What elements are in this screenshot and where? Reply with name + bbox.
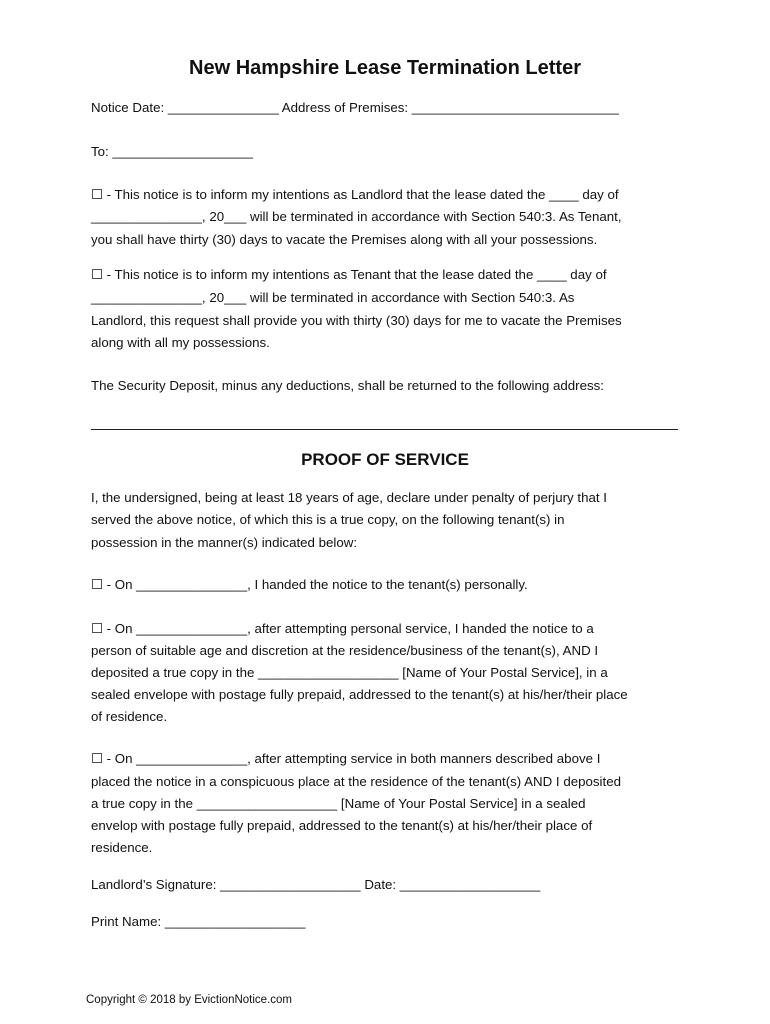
service-option-personal-line: ☐ - On _______________, I handed the notice to the tenant(s) personally. — [91, 577, 528, 592]
tenant-option-line: _______________, 20___ will be terminated in accordance with Section 540:3. As — [91, 290, 575, 305]
proof-of-service-heading: PROOF OF SERVICE — [301, 450, 469, 469]
service-option-posting-line: envelop with postage fully prepaid, addressed to the tenant(s) at his/her/their place of — [91, 818, 593, 833]
service-option-posting-line: a true copy in the ___________________ [Name of Your Postal Service] in a sealed — [91, 796, 586, 811]
return-address-blank-line — [91, 429, 678, 430]
tenant-option-line: along with all my possessions. — [91, 335, 270, 350]
tenant-option-line: ☐ - This notice is to inform my intentions as Tenant that the lease dated the ____ day of — [91, 267, 607, 282]
service-option-posting-line: ☐ - On _______________, after attempting service in both manners described above I — [91, 751, 601, 766]
landlord-signature-date-line: Landlord’s Signature: ___________________ Date: ___________________ — [91, 877, 541, 892]
landlord-option-line: ☐ - This notice is to inform my intentions as Landlord that the lease dated the ____ day of — [91, 187, 619, 202]
service-option-substitute-line: person of suitable age and discretion at the residence/business of the tenant(s), AND I — [91, 643, 599, 658]
service-option-substitute-line: of residence. — [91, 709, 168, 724]
security-deposit-text: The Security Deposit, minus any deductions, shall be returned to the following address: — [91, 378, 604, 393]
tenant-option-line: Landlord, this request shall provide you with thirty (30) days for me to vacate the Premises — [91, 313, 622, 328]
service-option-substitute-line: ☐ - On _______________, after attempting personal service, I handed the notice to a — [91, 621, 594, 636]
copyright-footer: Copyright © 2018 by EvictionNotice.com — [86, 994, 292, 1006]
service-option-posting-line: placed the notice in a conspicuous place at the residence of the tenant(s) AND I deposited — [91, 774, 621, 789]
to-line: To: ___________________ — [91, 144, 253, 159]
service-option-posting-line: residence. — [91, 840, 153, 855]
document-title: New Hampshire Lease Termination Letter — [189, 57, 581, 79]
proof-intro-line: served the above notice, of which this is a true copy, on the following tenant(s) in — [91, 512, 565, 527]
notice-date-address-line: Notice Date: _______________ Address of Premises: ____________________________ — [91, 100, 619, 115]
service-option-substitute-line: deposited a true copy in the ___________________ [Name of Your Postal Service], in a — [91, 665, 608, 680]
print-name-line: Print Name: ___________________ — [91, 914, 306, 929]
proof-intro-line: I, the undersigned, being at least 18 years of age, declare under penalty of perjury that I — [91, 490, 607, 505]
landlord-option-line: you shall have thirty (30) days to vacate the Premises along with all your possessions. — [91, 232, 598, 247]
service-option-substitute-line: sealed envelope with postage fully prepaid, addressed to the tenant(s) at his/her/their place — [91, 687, 628, 702]
landlord-option-line: _______________, 20___ will be terminated in accordance with Section 540:3. As Tenant, — [91, 209, 622, 224]
proof-intro-line: possession in the manner(s) indicated below: — [91, 535, 358, 550]
